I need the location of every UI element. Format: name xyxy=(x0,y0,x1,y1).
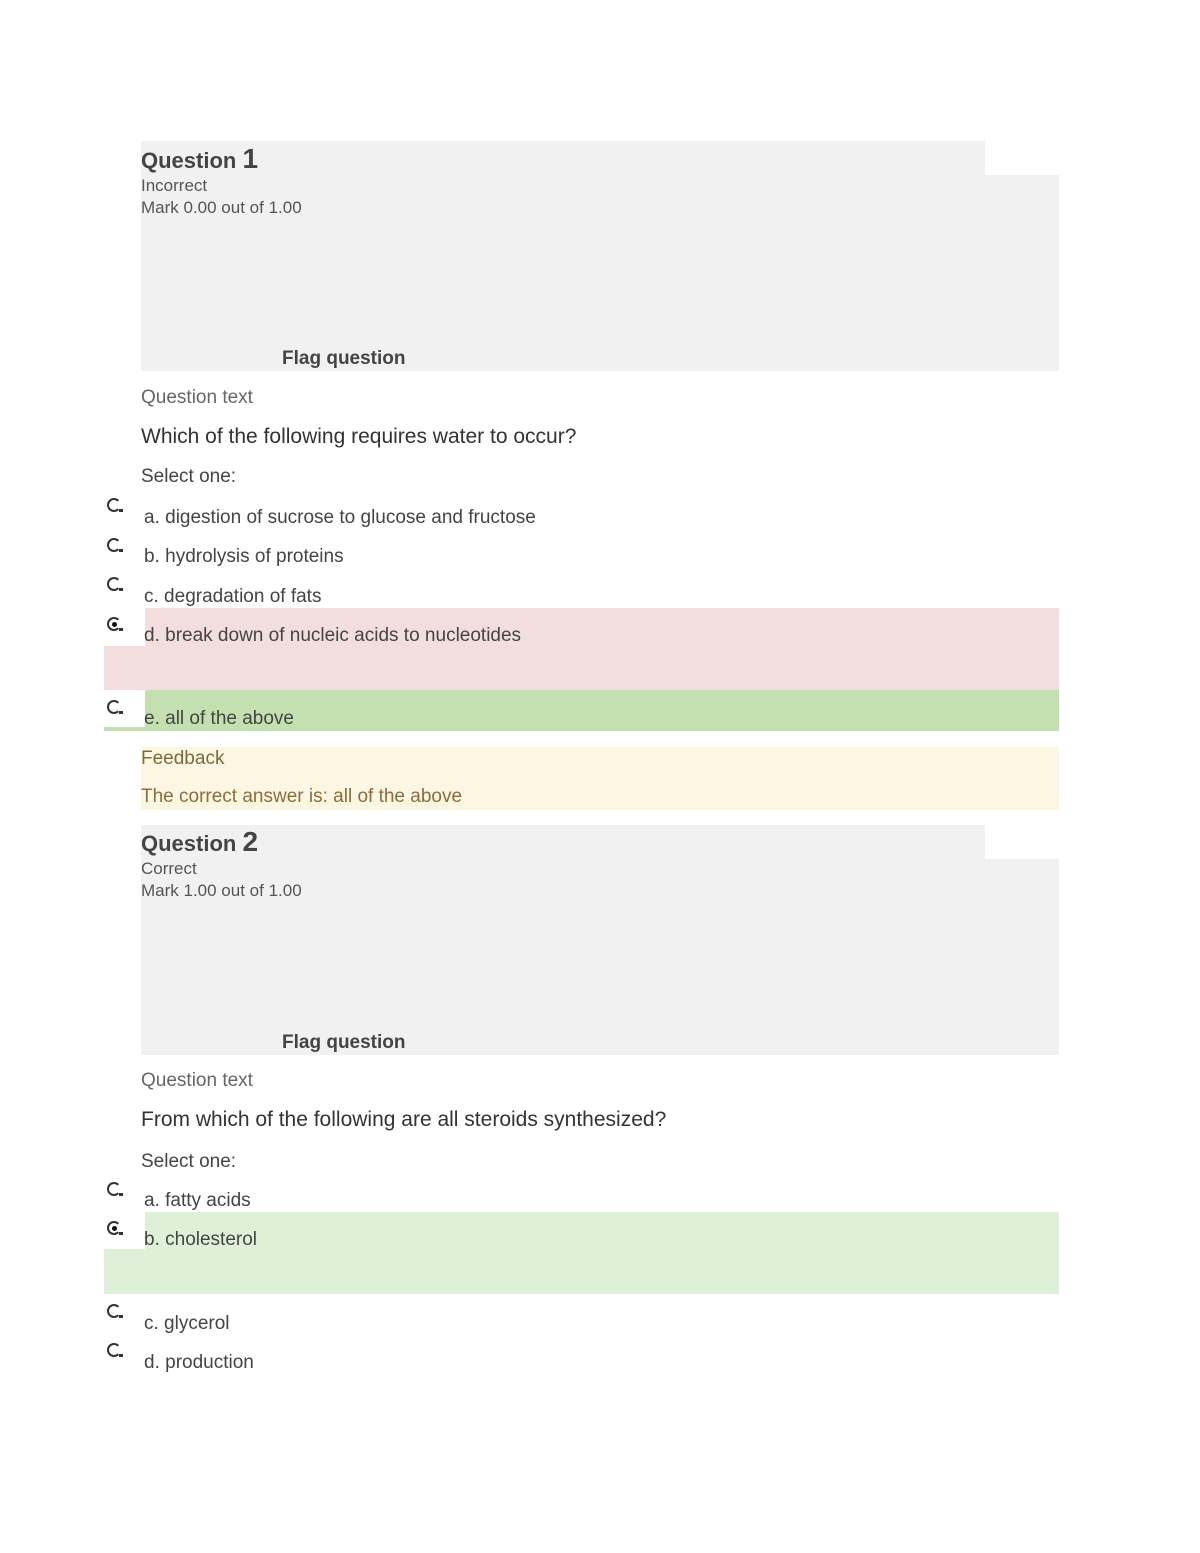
question-state: Incorrect xyxy=(141,176,208,195)
select-one-prompt: Select one: xyxy=(141,1151,237,1172)
option-b-radio[interactable] xyxy=(107,1221,121,1235)
feedback-label: Feedback xyxy=(141,748,225,769)
option-d-radio[interactable] xyxy=(107,1343,121,1357)
correct-answer-highlight xyxy=(145,1212,1059,1249)
question-grade: Mark 0.00 out of 1.00 xyxy=(141,198,302,217)
question-info-header-bg xyxy=(141,825,985,859)
flag-question-button[interactable]: Flag question xyxy=(282,1032,406,1053)
question-title xyxy=(141,826,259,857)
question-title-word: Question xyxy=(141,148,237,173)
option-e-radio[interactable] xyxy=(107,700,121,714)
option-d-label[interactable]: d. break down of nucleic acids to nucleotides xyxy=(144,625,522,646)
select-one-prompt: Select one: xyxy=(141,466,237,487)
option-a-radio[interactable] xyxy=(107,1182,121,1196)
option-a-radio[interactable] xyxy=(107,498,121,512)
question-info-header-bg xyxy=(141,141,985,175)
question-text: From which of the following are all steroids synthesized? xyxy=(141,1108,667,1131)
question-title xyxy=(141,143,259,174)
option-c-radio[interactable] xyxy=(107,1304,121,1318)
option-b-label[interactable]: b. hydrolysis of proteins xyxy=(144,546,344,567)
feedback-text: The correct answer is: all of the above xyxy=(141,786,463,807)
option-d-label[interactable]: d. production xyxy=(144,1352,254,1373)
flag-question-button[interactable]: Flag question xyxy=(282,348,406,369)
option-c-radio[interactable] xyxy=(107,577,121,591)
correct-answer-highlight-edge xyxy=(104,727,145,731)
question-text-label: Question text xyxy=(141,1070,253,1091)
question-number: 2 xyxy=(242,826,259,857)
option-b-label[interactable]: b. cholesterol xyxy=(144,1229,258,1250)
question-state: Correct xyxy=(141,859,197,878)
question-title-word: Question xyxy=(141,831,237,856)
question-grade: Mark 1.00 out of 1.00 xyxy=(141,881,302,900)
correct-answer-highlight-lower xyxy=(104,1249,1059,1294)
question-text-label: Question text xyxy=(141,387,253,408)
option-b-radio[interactable] xyxy=(107,538,121,552)
option-c-label[interactable]: c. glycerol xyxy=(144,1313,230,1334)
option-a-label[interactable]: a. fatty acids xyxy=(144,1190,251,1211)
question-number: 1 xyxy=(242,143,259,174)
option-c-label[interactable]: c. degradation of fats xyxy=(144,586,322,607)
incorrect-answer-highlight-lower xyxy=(104,646,1059,690)
question-text: Which of the following requires water to occur? xyxy=(141,425,577,448)
option-a-label[interactable]: a. digestion of sucrose to glucose and fructose xyxy=(144,507,536,528)
option-e-label[interactable]: e. all of the above xyxy=(144,708,294,729)
option-d-radio[interactable] xyxy=(107,617,121,631)
